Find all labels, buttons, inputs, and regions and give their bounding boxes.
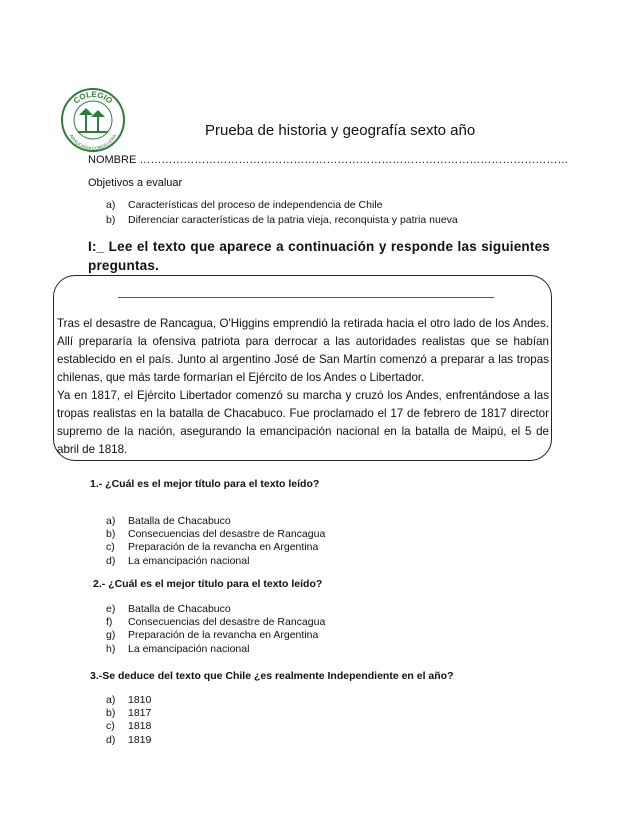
option-item [106, 541, 325, 554]
question-1: 1.- ¿Cuál es el mejor título para el texto leído? [90, 478, 320, 490]
question-2: 2.- ¿Cuál es el mejor título para el texto leído? [93, 578, 323, 590]
objective-marker: b) [106, 214, 116, 226]
question-1-options [106, 515, 325, 568]
logo-text-top: COLEGIO [71, 89, 115, 106]
option-item [106, 643, 325, 656]
option-item [106, 734, 151, 747]
option-item [106, 515, 325, 528]
objective-text: Diferenciar características de la patria vieja, reconquista y patria nueva [128, 214, 458, 226]
option-text: 1818 [128, 720, 152, 733]
option-marker: c) [106, 720, 115, 733]
option-item [106, 555, 325, 568]
svg-text:ARAUCARIA CORDILLERA [69, 133, 118, 151]
option-marker: f) [106, 616, 113, 629]
name-field-line: NOMBRE ……………………………………………………………………………………………………… [88, 154, 569, 166]
reading-paragraph-1: Tras el desastre de Rancagua, O'Higgins emprendió la retirada hacia el otro lado de los Andes. Allí prepararía la ofensiva patriota para derrocar a las autoridades realistas que se habían establecido en el país. Junto al argentino José de San Martín comenzó a preparar a las tropas chilenas, que más tarde formarían el Ejército de los Andes o Libertador. [57, 317, 549, 384]
reading-paragraph-2: Ya en 1817, el Ejército Libertador comenzó su marcha y cruzó los Andes, enfrentándose a las tropas realistas en la batalla de Chacabuco. Fue proclamado el 17 de febrero de 1817 director supremo de la nación, asegurando la emancipación nacional en la batalla de Maipú, el 5 de abril de 1818. [57, 389, 549, 456]
option-marker: d) [106, 554, 116, 567]
school-logo [58, 84, 128, 154]
question-3-options [106, 694, 151, 747]
option-text: La emancipación nacional [128, 554, 250, 567]
objective-text: Características del proceso de independencia de Chile [128, 199, 383, 211]
question-2-options [106, 603, 325, 656]
objective-item [106, 199, 383, 211]
option-item [106, 720, 151, 733]
option-marker: a) [106, 515, 116, 527]
box-divider-line [118, 297, 494, 298]
option-item [106, 694, 151, 707]
option-item [106, 707, 151, 720]
option-marker: c) [106, 541, 115, 554]
option-marker: d) [106, 733, 116, 746]
option-marker: b) [106, 707, 116, 720]
option-marker: g) [106, 629, 116, 642]
tree-icon [78, 108, 108, 133]
option-text: Consecuencias del desastre de Rancagua [128, 528, 326, 541]
option-marker: h) [106, 642, 116, 655]
objective-marker: a) [106, 199, 116, 211]
school-logo-graphic [58, 84, 128, 154]
option-marker: e) [106, 603, 116, 615]
option-item [106, 603, 325, 616]
option-text: 1817 [128, 707, 152, 720]
option-text: La emancipación nacional [128, 642, 250, 655]
option-item [106, 528, 325, 541]
instruction-heading: I:_ Lee el texto que aparece a continuación y responde las siguientes preguntas. [88, 239, 550, 273]
option-text: Batalla de Chacabuco [128, 603, 231, 615]
option-text: Batalla de Chacabuco [128, 515, 231, 527]
objective-item [106, 214, 458, 226]
option-text: Preparación de la revancha en Argentina [128, 629, 319, 642]
option-marker: a) [106, 694, 116, 706]
objectives-heading: Objetivos a evaluar [88, 177, 183, 189]
logo-text-bottom: ARAUCARIA CORDILLERA [68, 133, 118, 152]
option-text: 1810 [128, 694, 152, 706]
question-3: 3.-Se deduce del texto que Chile ¿es realmente Independiente en el año? [90, 670, 454, 682]
page-title: Prueba de historia y geografía sexto año [205, 122, 476, 139]
option-marker: b) [106, 528, 116, 541]
option-item [106, 616, 325, 629]
option-text: 1819 [128, 733, 152, 746]
option-item [106, 629, 325, 642]
option-text: Preparación de la revancha en Argentina [128, 541, 319, 554]
option-text: Consecuencias del desastre de Rancagua [128, 616, 326, 629]
